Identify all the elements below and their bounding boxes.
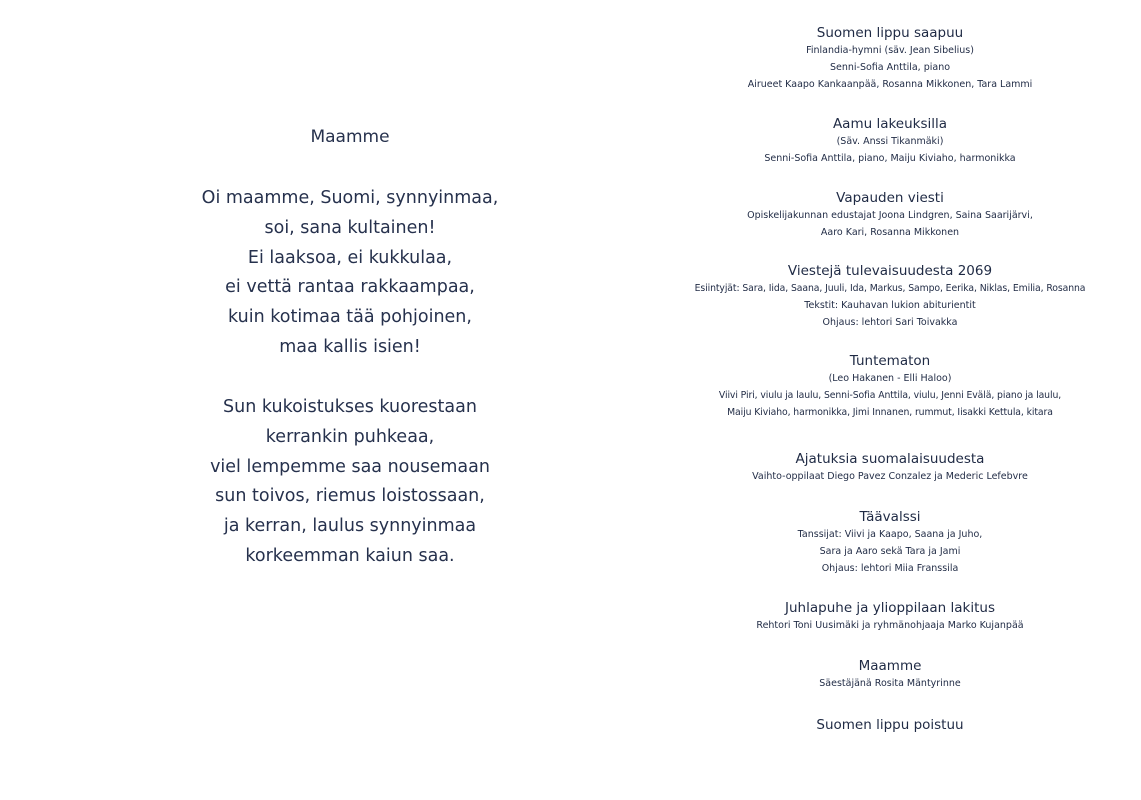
- program-item-title: Ajatuksia suomalaisuudesta: [795, 451, 985, 467]
- program-item-taavalssi: [640, 508, 1140, 577]
- program-item-ajatuksia: [640, 450, 1140, 485]
- program-item-detail: (Leo Hakanen - Elli Haloo): [828, 373, 952, 384]
- verse-line: kerrankin puhkeaa,: [265, 426, 435, 447]
- verse-line: sun toivos, riemus loistossaan,: [215, 486, 485, 507]
- program-item-vapauden-viesti: [640, 189, 1140, 241]
- program-item-detail: Ohjaus: lehtori Sari Toivakka: [822, 317, 958, 328]
- program-item-detail: Opiskelijakunnan edustajat Joona Lindgren, Saina Saarijärvi,: [747, 210, 1033, 221]
- verse-line: Oi maamme, Suomi, synnyinmaa,: [201, 188, 499, 208]
- program-item-detail: Senni-Sofia Anttila, piano, Maiju Kiviaho, harmonikka: [764, 153, 1016, 164]
- program-panel: [640, 0, 1140, 800]
- lyrics-stanza-1: [120, 184, 580, 363]
- program-item-juhlapuhe: [640, 599, 1140, 634]
- program-item-detail: Viivi Piri, viulu ja laulu, Senni-Sofia Anttila, viulu, Jenni Evälä, piano ja laulu,: [718, 390, 1062, 401]
- lyrics-title: Maamme: [310, 127, 390, 147]
- lyrics-stanza-2: [120, 393, 580, 572]
- program-item-detail: Vaihto-oppilaat Diego Pavez Conzalez ja Mederic Lefebvre: [752, 471, 1028, 482]
- verse-line: korkeemman kaiun saa.: [245, 545, 455, 566]
- program-item-detail: Säestäjänä Rosita Mäntyrinne: [819, 678, 961, 689]
- verse-line: Ei laaksoa, ei kukkulaa,: [247, 247, 453, 268]
- program-item-detail: Sara ja Aaro sekä Tara ja Jami: [819, 546, 961, 557]
- verse-line: maa kallis isien!: [279, 336, 421, 357]
- program-item-aamu-lakeuksilla: [640, 115, 1140, 167]
- program-item-title: Viestejä tulevaisuudesta 2069: [787, 263, 993, 279]
- program-item-detail: Finlandia-hymni (säv. Jean Sibelius): [806, 45, 974, 56]
- lyrics-panel: [120, 0, 580, 800]
- program-item-title: Aamu lakeuksilla: [832, 116, 948, 132]
- program-item-title: Juhlapuhe ja ylioppilaan lakitus: [785, 600, 995, 616]
- verse-line: ja kerran, laulus synnyinmaa: [223, 516, 477, 537]
- program-item-tuntematon: [640, 352, 1140, 421]
- program-item-detail: Senni-Sofia Anttila, piano: [829, 62, 951, 73]
- program-item-maamme: [640, 657, 1140, 692]
- program-item-detail: (Säv. Anssi Tikanmäki): [836, 136, 944, 147]
- program-item-detail: Aaro Kari, Rosanna Mikkonen: [820, 227, 960, 238]
- program-item-detail: Maiju Kiviaho, harmonikka, Jimi Innanen, rummut, Iisakki Kettula, kitara: [727, 407, 1053, 418]
- program-item-detail: Airueet Kaapo Kankaanpää, Rosanna Mikkonen, Tara Lammi: [747, 79, 1033, 90]
- verse-line: Sun kukoistukses kuorestaan: [223, 397, 477, 417]
- verse-line: viel lempemme saa nousemaan: [210, 456, 490, 477]
- verse-line: soi, sana kultainen!: [264, 217, 436, 238]
- program-item-detail: Tekstit: Kauhavan lukion abiturientit: [804, 300, 976, 311]
- program-item-viesteja: [640, 262, 1140, 331]
- program-item-title: Vapauden viesti: [836, 190, 944, 206]
- program-item-flag-leaves: [640, 716, 1140, 734]
- program-item-flag-arrives: [640, 24, 1140, 93]
- program-item-detail: Tanssijat: Viivi ja Kaapo, Saana ja Juho,: [797, 529, 983, 540]
- program-item-detail: Rehtori Toni Uusimäki ja ryhmänohjaaja Marko Kujanpää: [756, 620, 1024, 631]
- verse-line: kuin kotimaa tää pohjoinen,: [228, 307, 472, 328]
- program-item-title: Suomen lippu poistuu: [816, 717, 964, 733]
- program-item-title: Täävalssi: [859, 509, 921, 525]
- program-item-title: Maamme: [858, 658, 922, 674]
- verse-line: ei vettä rantaa rakkaampaa,: [225, 277, 475, 298]
- program-item-detail: Esiintyjät: Sara, Iida, Saana, Juuli, Ida, Markus, Sampo, Eerika, Niklas, Emilia, Rosanna: [694, 283, 1086, 294]
- program-item-title: Tuntematon: [849, 353, 931, 369]
- program-item-title: Suomen lippu saapuu: [816, 25, 964, 41]
- program-item-detail: Ohjaus: lehtori Miia Franssila: [821, 563, 959, 574]
